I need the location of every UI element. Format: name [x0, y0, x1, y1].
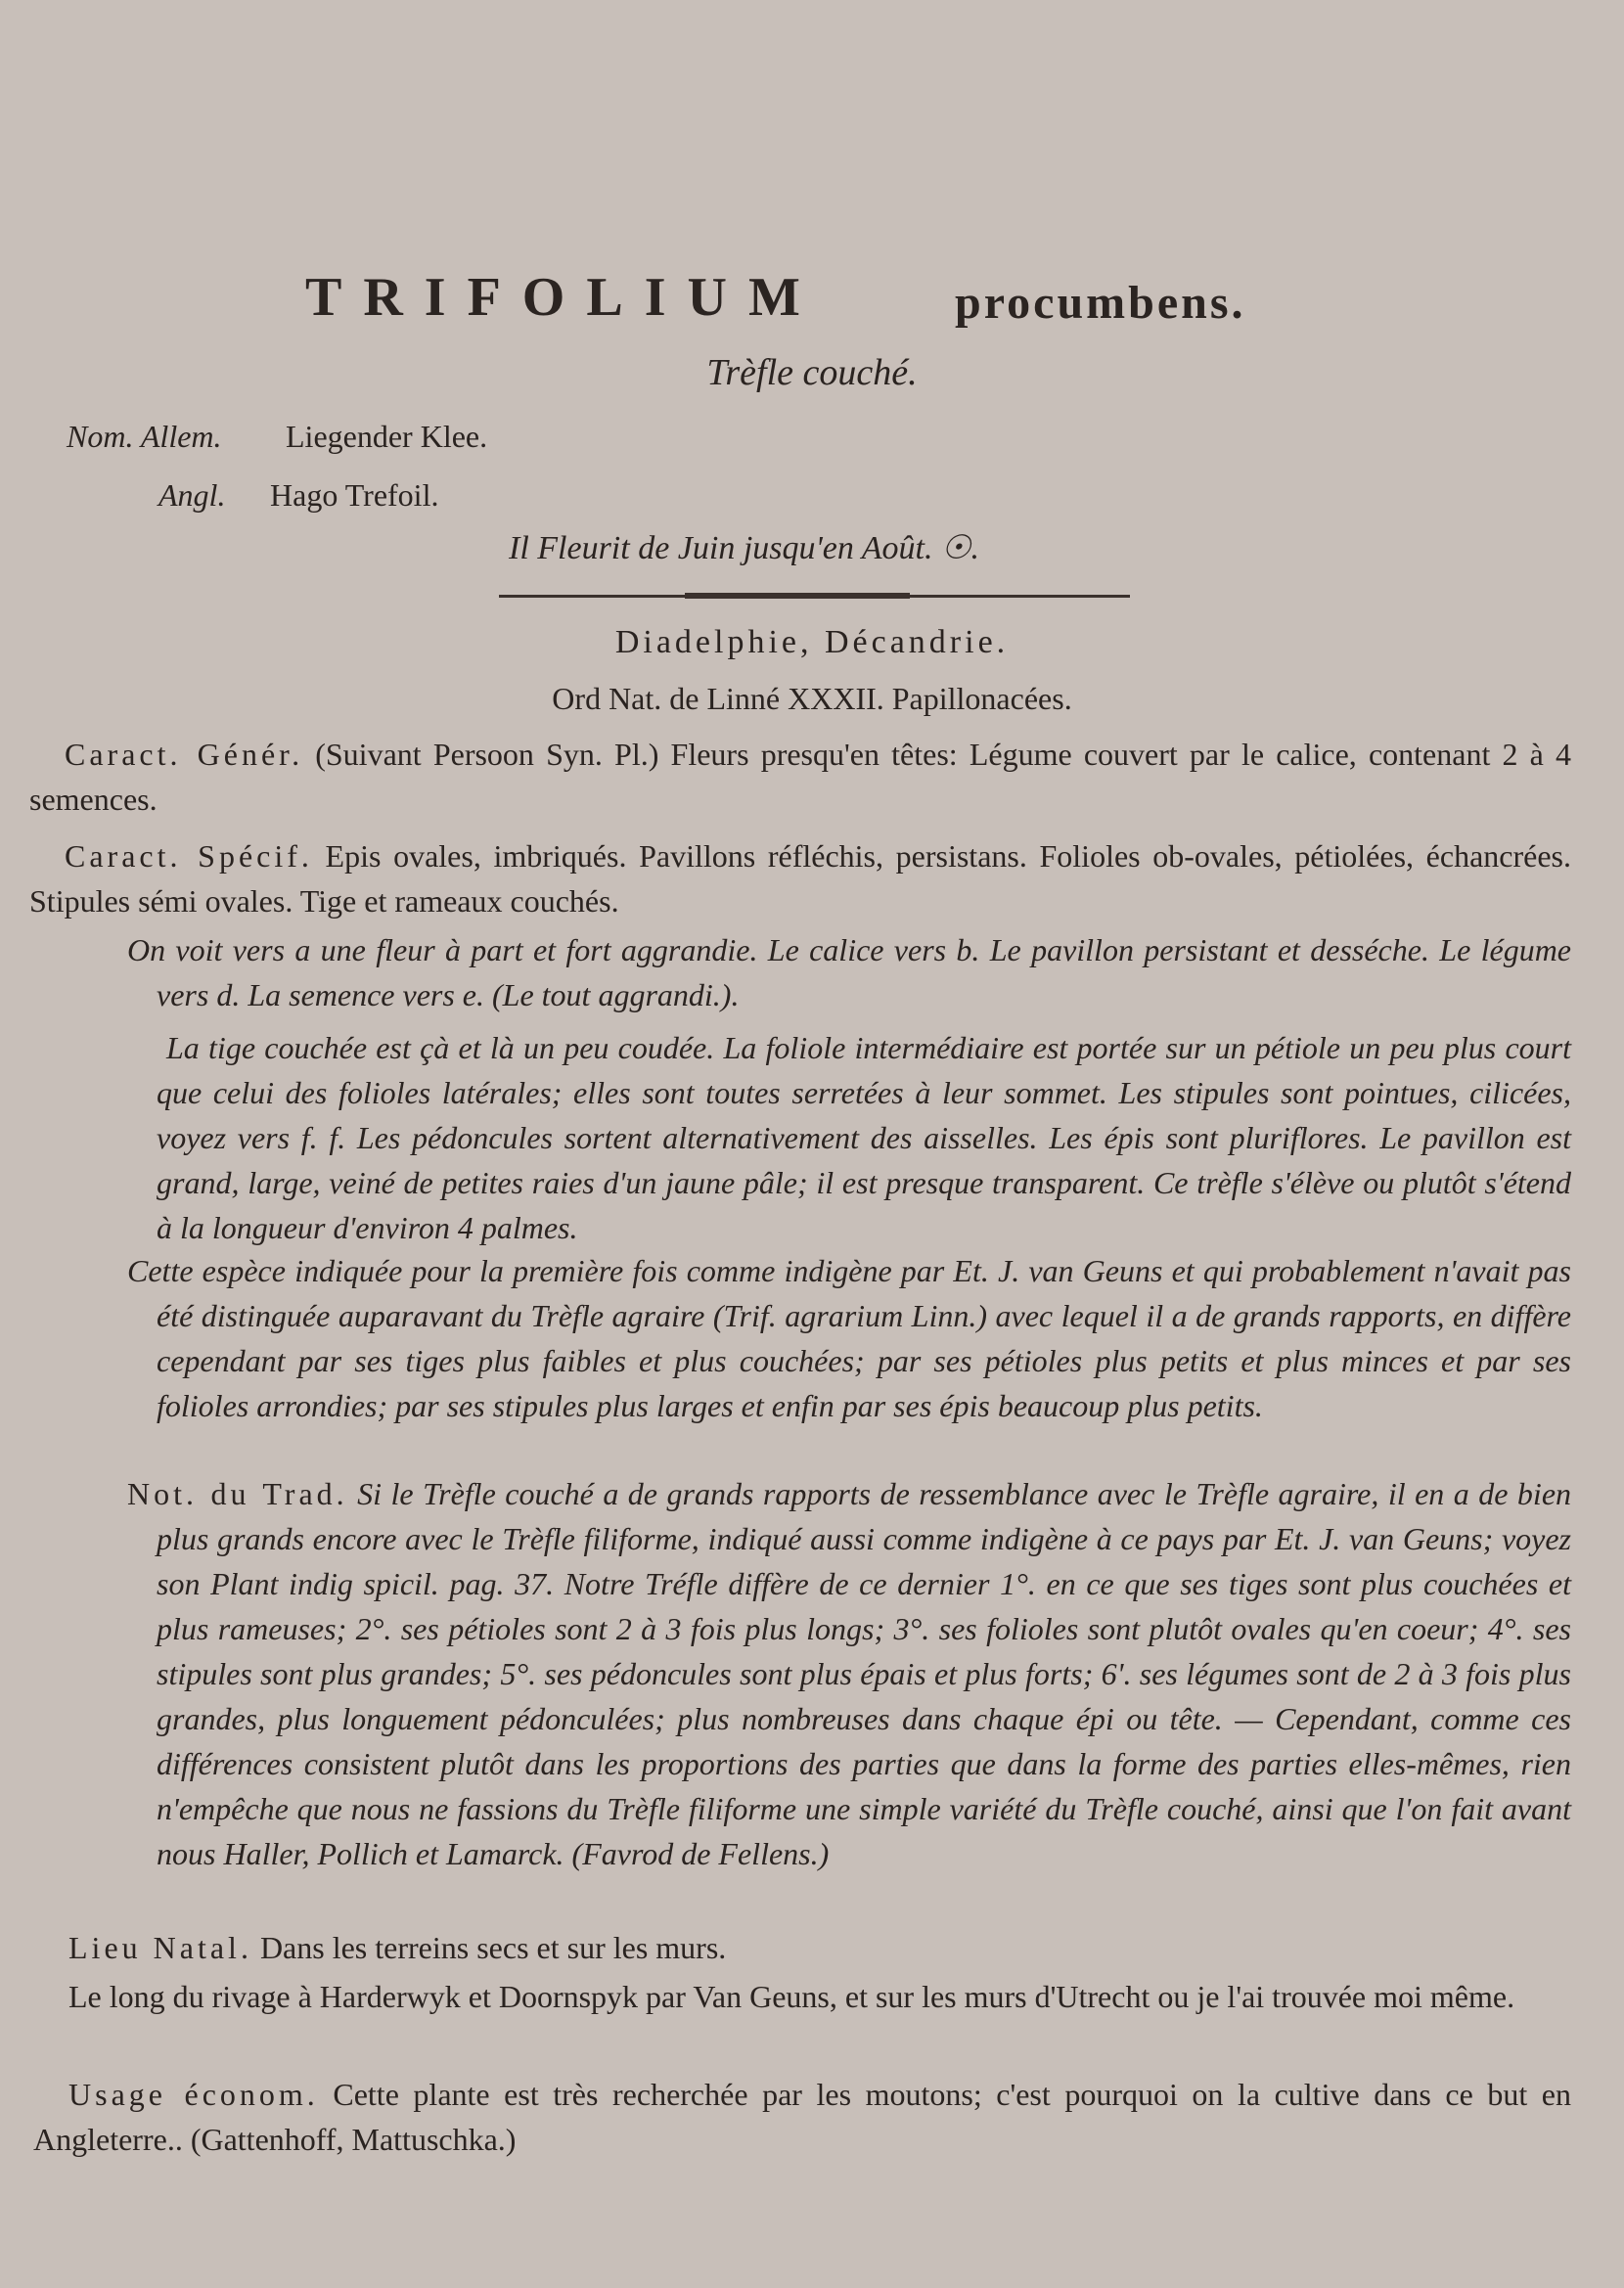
translator-note	[127, 1471, 1572, 1876]
caract-gener-label: Caract. Génér.	[65, 737, 304, 772]
lieu-natal-label: Lieu Natal.	[68, 1930, 252, 1965]
angl-name: Hago Trefoil.	[270, 477, 439, 513]
lieu-natal-text: Dans les terreins secs et sur les murs.	[259, 1930, 727, 1965]
divider-rule	[499, 595, 1130, 598]
usage-text: Cette plante est très recherchée par les moutons; c'est pourquoi on la cultive dans ce but en Angleterre.. (Gattenhoff, Mattuschka.)	[33, 2077, 1572, 2157]
angl-label: Angl.	[158, 477, 226, 513]
translator-note-text: Si le Trèfle couché a de grands rapports de ressemblance avec le Trèfle agraire, il en a de bien plus grands encore avec le Trèfle filiforme, indiqué aussi comme indigène à ce pays par Et. J. van Geuns; voyez son Plant indig spicil. pag. 37. Notre Tréfle diffère de ce dernier 1°. en ce que ses tiges sont plus couchées et plus rameuses; 2°. ses pétioles sont 2 à 3 fois plus longs; 3°. ses folioles sont plutôt ovales qu'en coeur; 4°. ses stipules sont plus grandes; 5°. ses pédoncules sont plus épais et plus forts; 6'. ses légumes sont de 2 à 3 fois plus grandes, plus longuement pédonculées; plus nombreuses dans chaque épi ou tête. — Cependant, comme ces différences consistent plutôt dans les proportions des parties que dans la forme des parties elles-mêmes, rien n'empêche que nous ne fassions du Trèfle filiforme une simple variété du Trèfle couché, ainsi que l'on fait avant nous Haller, Pollich et Lamarck. (Favrod de Fellens.)	[157, 1476, 1572, 1871]
translator-note-label: Not. du Trad.	[127, 1476, 348, 1511]
caract-specif	[29, 833, 1571, 923]
lieu-natal	[68, 1925, 1571, 1970]
caract-gener-text: (Suivant Persoon Syn. Pl.) Fleurs presqu'en têtes: Légume couvert par le calice, contenant 2 à 4 semences.	[29, 737, 1571, 817]
french-name: Trèfle couché.	[706, 352, 918, 393]
title-species: procumbens.	[955, 277, 1246, 329]
allem-name: Liegender Klee.	[286, 419, 488, 454]
caract-specif-text: Epis ovales, imbriqués. Pavillons réfléchis, persistans. Folioles ob-ovales, pétiolées, échancrées. Stipules sémi ovales. Tige et rameaux couchés.	[29, 838, 1571, 919]
flowering-period: Il Fleurit de Juin jusqu'en Août. ☉.	[509, 530, 979, 566]
title-genus: TRIFOLIUM	[305, 267, 822, 328]
caract-gener	[29, 732, 1571, 822]
usage-label: Usage économ.	[68, 2077, 319, 2112]
classification-class: Diadelphie, Décandrie.	[614, 624, 1010, 660]
usage-paragraph	[33, 2072, 1571, 2162]
caract-specif-label: Caract. Spécif.	[65, 838, 313, 874]
rivage-paragraph: Le long du rivage à Harderwyk et Doornspyk par Van Geuns, et sur les murs d'Utrecht ou je l'ai trouvée moi même.	[68, 1979, 1515, 2014]
figure-explanation: On voit vers a une fleur à part et fort aggrandie. Le calice vers b. Le pavillon persistant et desséche. Le légume vers d. La semence vers e. (Le tout aggrandi.).	[127, 932, 1571, 1012]
description-paragraph: La tige couchée est çà et là un peu coudée. La foliole intermédiaire est portée sur un pétiole un peu plus court que celui des folioles latérales; elles sont toutes serretées à leur sommet. Les stipules sont pointues, cilicées, voyez vers f. f. Les pédoncules sortent alternativement des aisselles. Les épis sont pluriflores. Le pavillon est grand, large, veiné de petites raies d'un jaune pâle; il est presque transparent. Ce trèfle s'élève ou plutôt s'étend à la longueur d'environ 4 palmes.	[157, 1030, 1571, 1245]
classification-order: Ord Nat. de Linné XXXII. Papillonacées.	[552, 681, 1072, 716]
allem-label: Nom. Allem.	[67, 419, 222, 454]
espece-paragraph: Cette espèce indiquée pour la première fois comme indigène par Et. J. van Geuns et qui probablement n'avait pas été distinguée auparavant du Trèfle agraire (Trif. agrarium Linn.) avec lequel il a de grands rapports, en diffère cependant par ses tiges plus faibles et plus couchées; par ses pétioles plus petits et plus minces et par ses folioles arrondies; par ses stipules plus larges et enfin par ses épis beaucoup plus petits.	[127, 1253, 1571, 1423]
